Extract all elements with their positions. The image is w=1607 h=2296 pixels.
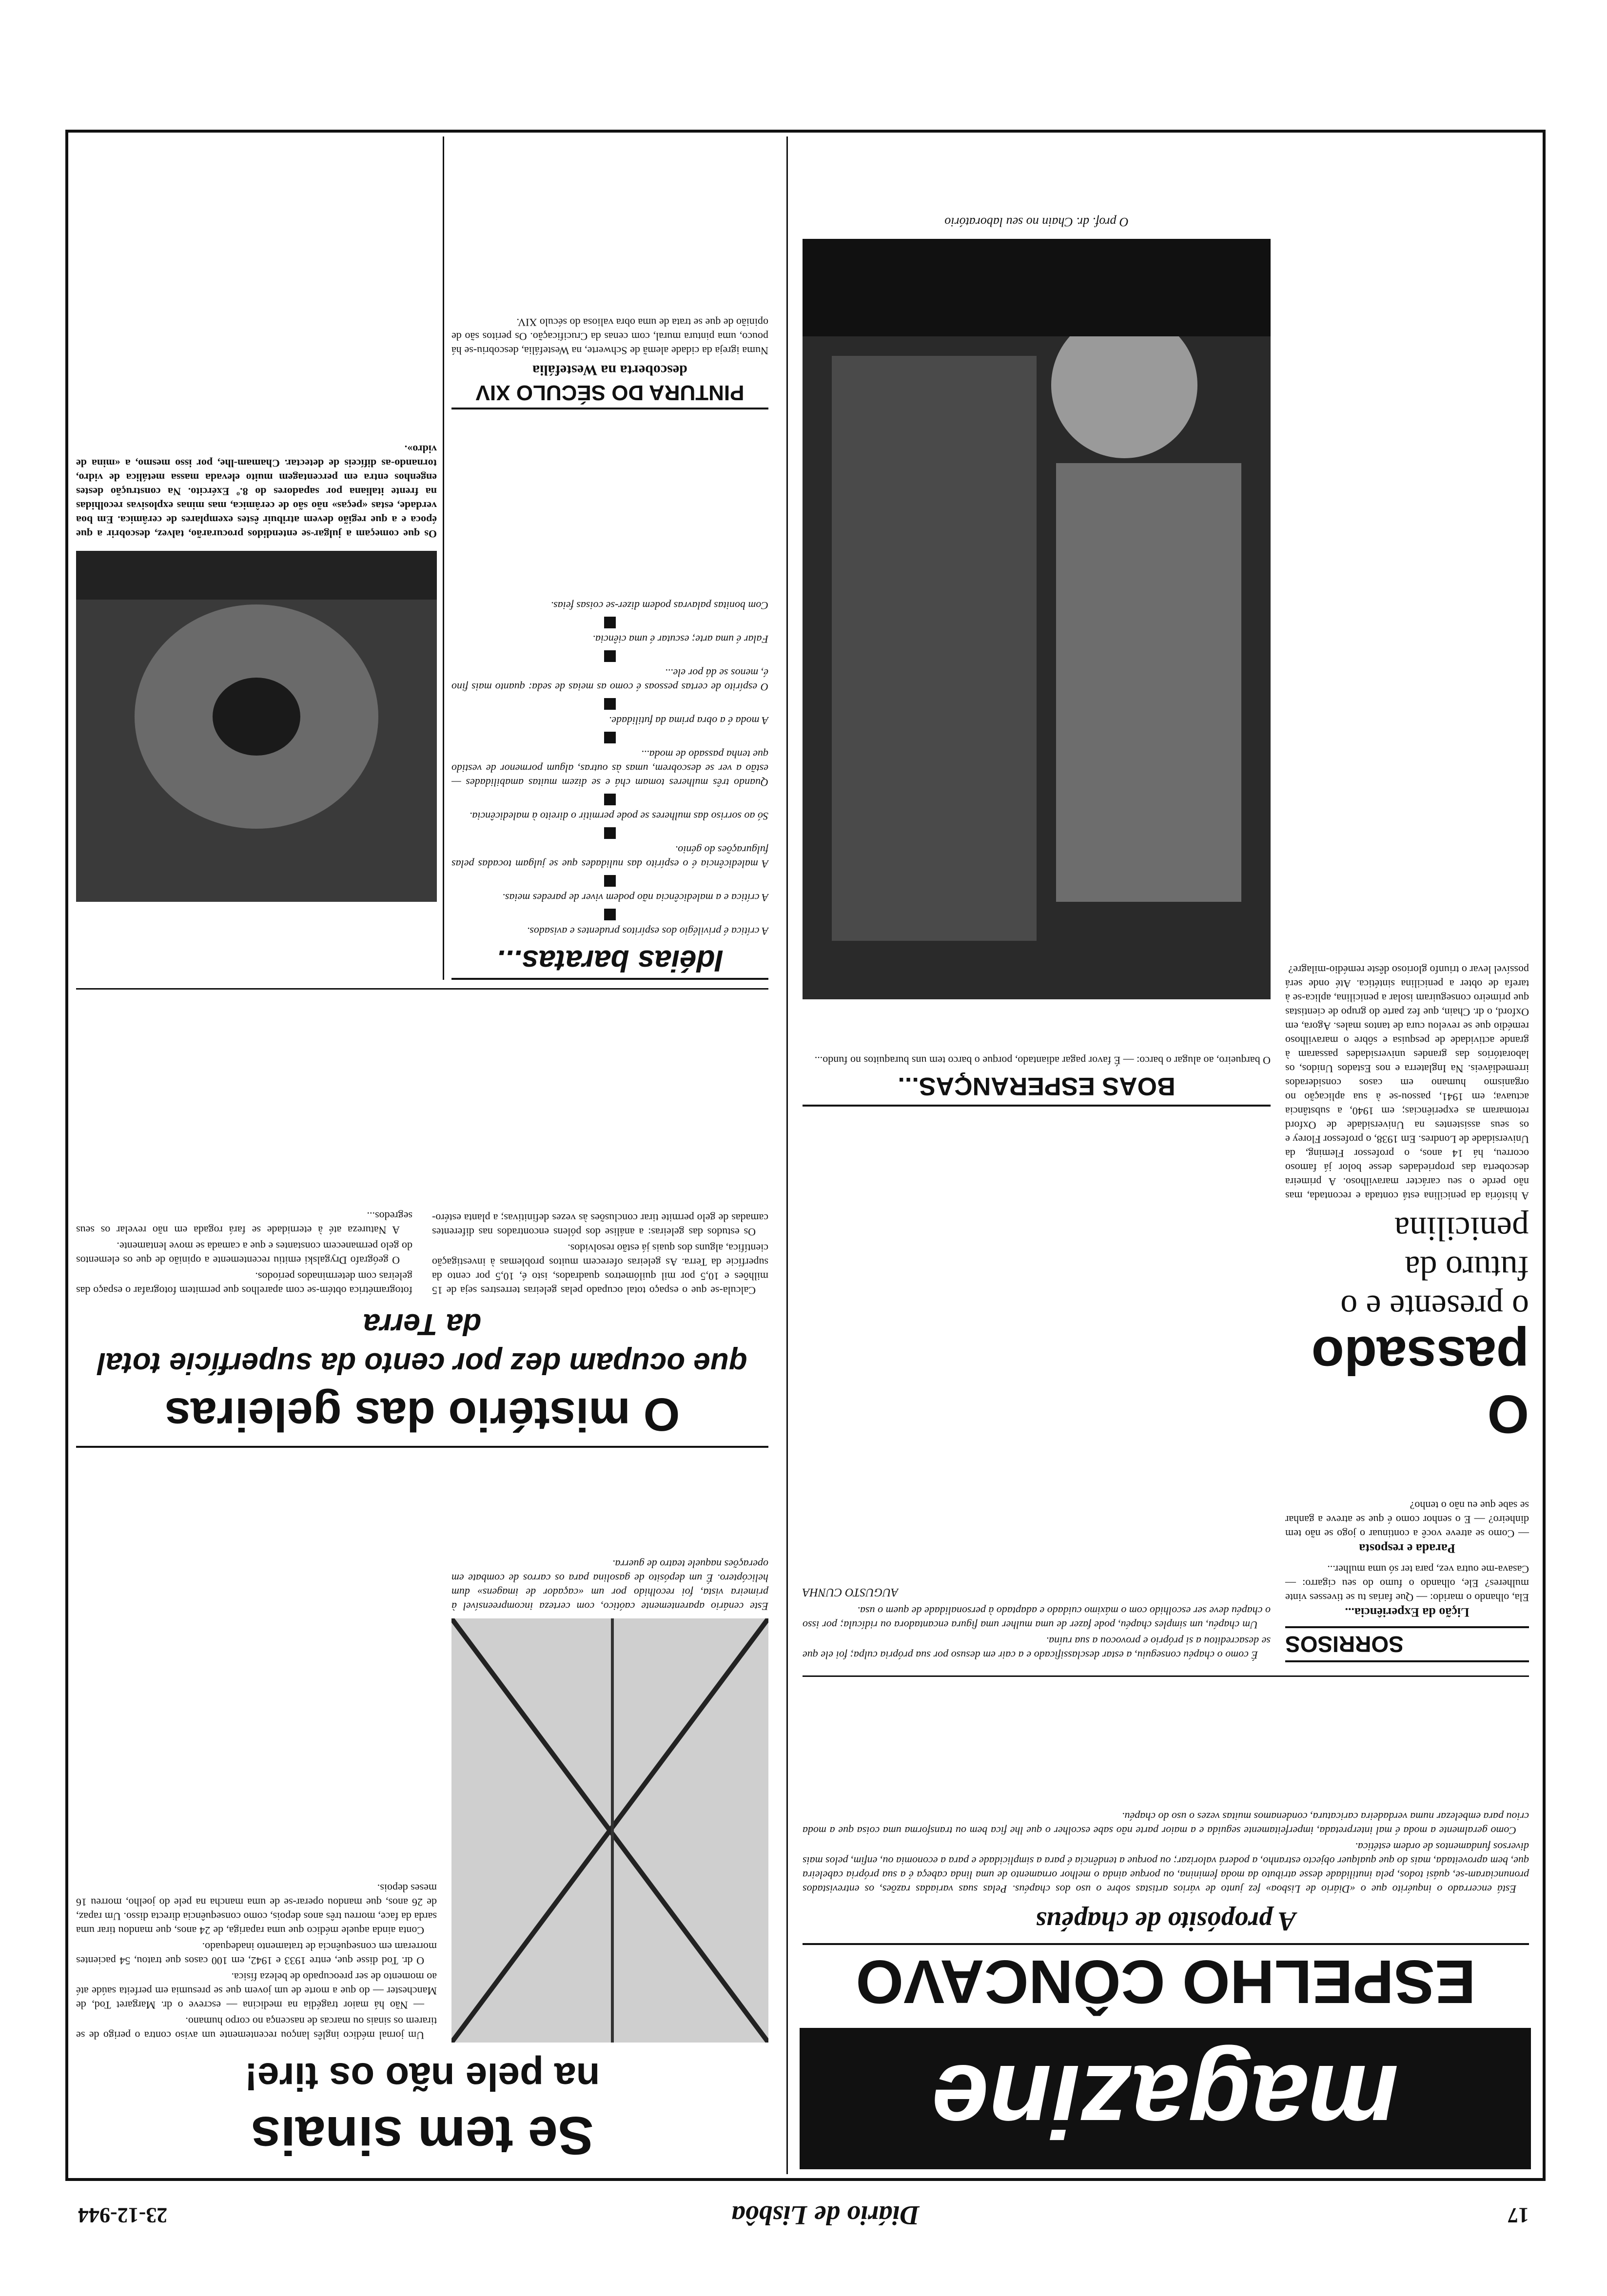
sinais-paragraph: Conta ainda aquele médico que uma rapariga, de 24 anos, que mandou tirar uma sarda da face, morreu três anos depois, como consequência directa disso. Um rapaz, de 26 anos, que mandou operar-se de uma mancha na pele do joelho, morreu 16 meses depois. — [76, 1882, 437, 1937]
section-rule — [803, 1675, 1529, 1677]
sinais-subtitle: na pele não os tire! — [244, 2055, 600, 2099]
geleiras-article — [76, 1005, 768, 1448]
geleiras-subtitle: que ocupam dez por cento da superfície total da Terra — [97, 1307, 747, 1380]
lab-photo-image — [803, 239, 1271, 999]
sinais-body — [76, 1879, 437, 2043]
pintura-article — [451, 315, 768, 409]
ideias-item: A maledicência é o espírito das nulidades que se julgam tocadas pelas fulgurações do génio. — [451, 844, 768, 870]
espelho-concavo-article — [803, 1808, 1529, 2018]
boas-title: BOAS ESPERANÇAS... — [803, 1071, 1271, 1107]
section-rule — [76, 988, 768, 990]
bullet-icon — [604, 650, 616, 662]
boas-text: O barqueiro, ao alugar o barco: — É favor pagar adiantado, porque o barco tem uns buraquitos no fundo... — [814, 1054, 1271, 1067]
sinais-paragraph: O dr. Tod disse que, entre 1933 e 1942, em 100 casos que tratou, 54 pacientes morreram em consequência de tratamento inadequado. — [76, 1941, 437, 1967]
geleiras-body — [76, 1005, 768, 1298]
espelho-title: A propósito de chapéus — [1036, 1906, 1296, 1936]
column-rule — [786, 136, 788, 2174]
chapeus-signature: AUGUSTO CUNHA — [803, 1586, 899, 1598]
sorrisos-item-heading: Lição da Experiência... — [1345, 1605, 1470, 1619]
bullet-icon — [604, 698, 616, 710]
penicilina-body: A história da penicilina está contada e recontada, mas não perde o seu carácter maravilhoso. A primeira descoberta das propriedades desse bolor já famoso ocorreu, há 14 anos, o professor Fleming, da Universidade de Londres. Em 1938, o professor Florey e os seus assistentes na Universidade de Oxford retomaram as experiências; em 1940, a substância actuava; em 1941, passou-se à sua aplicação no organismo humano em casos considerados irremediáveis. Na Inglaterra e nos Estados Unidos, os laboratórios das grandes universidades passaram à grande actividade de pesquisa e sôbre o maravilhoso remédio que se revelou cura de tantos males. Agora, em Oxford, o dr. Chain, que fez parte do grupo de cientistas que primeiro conseguiram isolar a penicilina, aplica-se à tarefa de obter a penicilina sintética. Até onde será possível levar o triunfo glorioso dêste remédio-milagre? — [1285, 964, 1529, 1202]
ideias-baratas — [451, 599, 768, 980]
bullet-icon — [604, 794, 616, 805]
chapeus-continuation — [803, 1126, 1271, 1662]
sorrisos-section — [1285, 1498, 1529, 1662]
bullet-icon — [604, 732, 616, 743]
sorrisos-item-text: — Como se atreve você a continuar o jogo se não tem dinheiro? — E o senhor como é que se atreve a ganhar se sabe que eu não o tenho? — [1285, 1499, 1529, 1540]
sinais-title: Se tem sinais — [251, 2105, 594, 2165]
chapeus-closing: Um chapéu, um simples chapéu, pode fazer de uma mulher uma figura encantadora ou ridícula; por isso o chapéu deve ser escolhido com o máximo cuidado e adaptado à personalidade de quem o usa. — [803, 1605, 1271, 1631]
geleiras-title: O mistério das geleiras — [76, 1382, 768, 1448]
issue-date: 23-12-944 — [78, 2203, 168, 2227]
geleiras-paragraph: A Natureza até à eternidade se fará rogada em não revelar os seus segredos... — [76, 1210, 412, 1236]
sinais-paragraph: — Não há maior tragédia na medicina — escreve o dr. Margaret Tod, de Manchester — do que a morte de um jovem que se presumia em perfeita saúde até ao momento de ser preocupado de beleza física. — [76, 1971, 437, 2011]
bullet-icon — [604, 827, 616, 839]
boas-esperancas — [803, 1053, 1271, 1107]
ideias-item: A crítica é privilégio dos espíritos prudentes e avisados. — [527, 925, 768, 937]
lab-photo-caption: O prof. dr. Chain no seu laboratório — [944, 215, 1129, 229]
ideias-item: Com bonitas palavras podem dizer-se coisas feias. — [550, 600, 768, 612]
masthead-footer — [78, 2189, 1529, 2228]
geleiras-paragraph: Os estudos das geleiras: a análise dos pólens encontrados nas diferentes camadas de gelo permite tirar conclusões às vezes definitivas; a planta estéro-fotogramétrica obtém-se com aparelhos que permitem fotografar o espaço das geleiras com determinados períodos. — [76, 1212, 768, 1297]
bullet-icon — [604, 875, 616, 887]
lab-photo — [803, 239, 1271, 999]
sinais-paragraph: Um jornal médico inglês lançou recentemente um aviso contra o perigo de se tirarem os sinais ou marcas de nascença no corpo humano. — [76, 2015, 437, 2042]
ideias-item: O espírito de certas pessoas é como as meias de seda: quanto mais fino é, menos se dá por ele... — [451, 667, 768, 693]
bullet-icon — [604, 909, 616, 920]
ideias-item: Falar é uma arte; escutar é uma ciência. — [592, 633, 768, 645]
mine-photo — [76, 551, 437, 902]
espelho-paragraph: É como o chapéu conseguiu, a estar desclassificado e a cair em desuso por sua própria culpa; foi ele que se desacreditou a si próprio e provocou a sua ruína. — [803, 1635, 1271, 1661]
espelho-paragraph: Está encerrado o inquérito que o «Diário de Lisboa» fez junto de vários artistas sobre o uso dos chapéus. Pelas suas variadas razões, os entrevistados pronunciaram-se, quási todos, pela inutilidade desse atributo da moda feminina, ou porque ainda o melhor ornamento de uma linda cabeça é a sua própria cabeleira que, bem aproveitada, mais do que qualquer objecto estranho, a poderá valorizar; ou porque a tendência é para a simplicidade e para a economia ou, enfim, pelos mais diversos fundamentos de ordem estética. — [803, 1841, 1529, 1895]
ideias-title: Idéias baratas... — [451, 943, 768, 980]
geleiras-paragraph: O geógrafo Drygalski emitiu recentemente a opinião de que os elementos do gelo permanecem constantes e que a camada se move lentamente. — [76, 1240, 412, 1266]
masthead: Diário de Lisbôa — [731, 2200, 920, 2230]
sinais-article — [76, 2052, 768, 2169]
espelho-kicker: ESPELHO CÔNCAVO — [803, 1943, 1529, 2018]
sorrisos-item-heading: Parada e resposta — [1359, 1541, 1455, 1556]
espelho-body — [803, 1810, 1529, 1896]
helicopter-caption: Este cenário aparentemente caótico, com certeza incompreensível à primeira vista, foi recolhido por um «caçador de imagens» dum helicóptero. É um depósito de gasolina para os carros de combate em operações naquele teatro de guerra. — [451, 1558, 768, 1613]
ideias-item: Quando três mulheres tomam chá e se dizem muitas amabilidades — estão a ver se descobrem, umas às outras, algum pormenor de vestido que tenha passado de moda... — [451, 748, 768, 789]
penicilina-article — [1285, 647, 1529, 1443]
ideias-list — [451, 599, 768, 938]
helicopter-photo — [451, 1618, 768, 2043]
ideias-item: A crítica e a maledicência não podem viver de paredes meias. — [502, 892, 768, 904]
espelho-paragraph: Como geralmente a moda é mal interpretada, imperfeitamente seguida e a maior parte não sabe escolher o que lhe fica bem ou transforma uma coisa que a moda criou para embelezar numa verdadeira caricatura, condenamos muitas vezes o uso do chapéu. — [803, 1810, 1529, 1837]
pintura-text: Numa igreja da cidade alemã de Schwerte, na Westefália, descobriu-se há pouco, uma pintura mural, com cenas da Crucificação. Os peritos são de opinião de que se trata de uma obra valiosa do século XIV. — [451, 316, 768, 357]
mine-photo-image — [76, 551, 437, 902]
pintura-title: PINTURA DO SÉCULO XIV — [451, 380, 768, 409]
ideias-item: Só ao sorriso das mulheres se pode permitir o direito à maledicência. — [469, 810, 768, 822]
sorrisos-title: SORRISOS — [1285, 1626, 1529, 1662]
pintura-subtitle: descoberta na Westefália — [532, 362, 687, 378]
magazine-banner — [800, 2028, 1531, 2169]
column-rule — [443, 136, 444, 980]
helicopter-photo-image — [451, 1618, 768, 2043]
penicilina-subtitle: o presente e o futuro da penicilina — [1340, 1210, 1529, 1325]
bullet-icon — [604, 617, 616, 628]
magazine-title: magazine — [932, 2044, 1399, 2159]
page-number: 17 — [1508, 2203, 1529, 2227]
geleiras-paragraph: Calcula-se que o espaço total ocupado pelas geleiras terrestres seja de 15 milhões e 10,5 por mil quilómetros quadrados, isto é, 10,5 por cento da superfície da Terra. As geleiras oferecem muitos problemas à investigação científica, alguns dos quais já estão resolvidos. — [432, 1242, 768, 1297]
mine-caption: Os que começam a julgar-se entendidos procurarão, talvez, descobrir a que época e a que região devem atribuir êstes exemplares de cerâmica. Em boa verdade, estas «peças» não são de cerâmica, mas minas explosivas recolhidas na frente italiana por sapadores do 8.º Exército. Na construção destes engenhos entra em percentagem muito elevada massa metálica de vidro, tornando-as difíceis de detectar. Chamam-lhe, por isso mesmo, a «mina de vidro». — [76, 443, 437, 540]
sorrisos-item-text: Ela, olhando o marido: — Que farias tu se tivesses vinte mulheres? Ele, olhando o fumo do seu cigarro: — Casava-me outra vez, para ter só uma mulher... — [1285, 1563, 1529, 1604]
ideias-item: A moda é a obra prima da futilidade. — [608, 715, 768, 727]
penicilina-title: O passado — [1311, 1325, 1529, 1444]
